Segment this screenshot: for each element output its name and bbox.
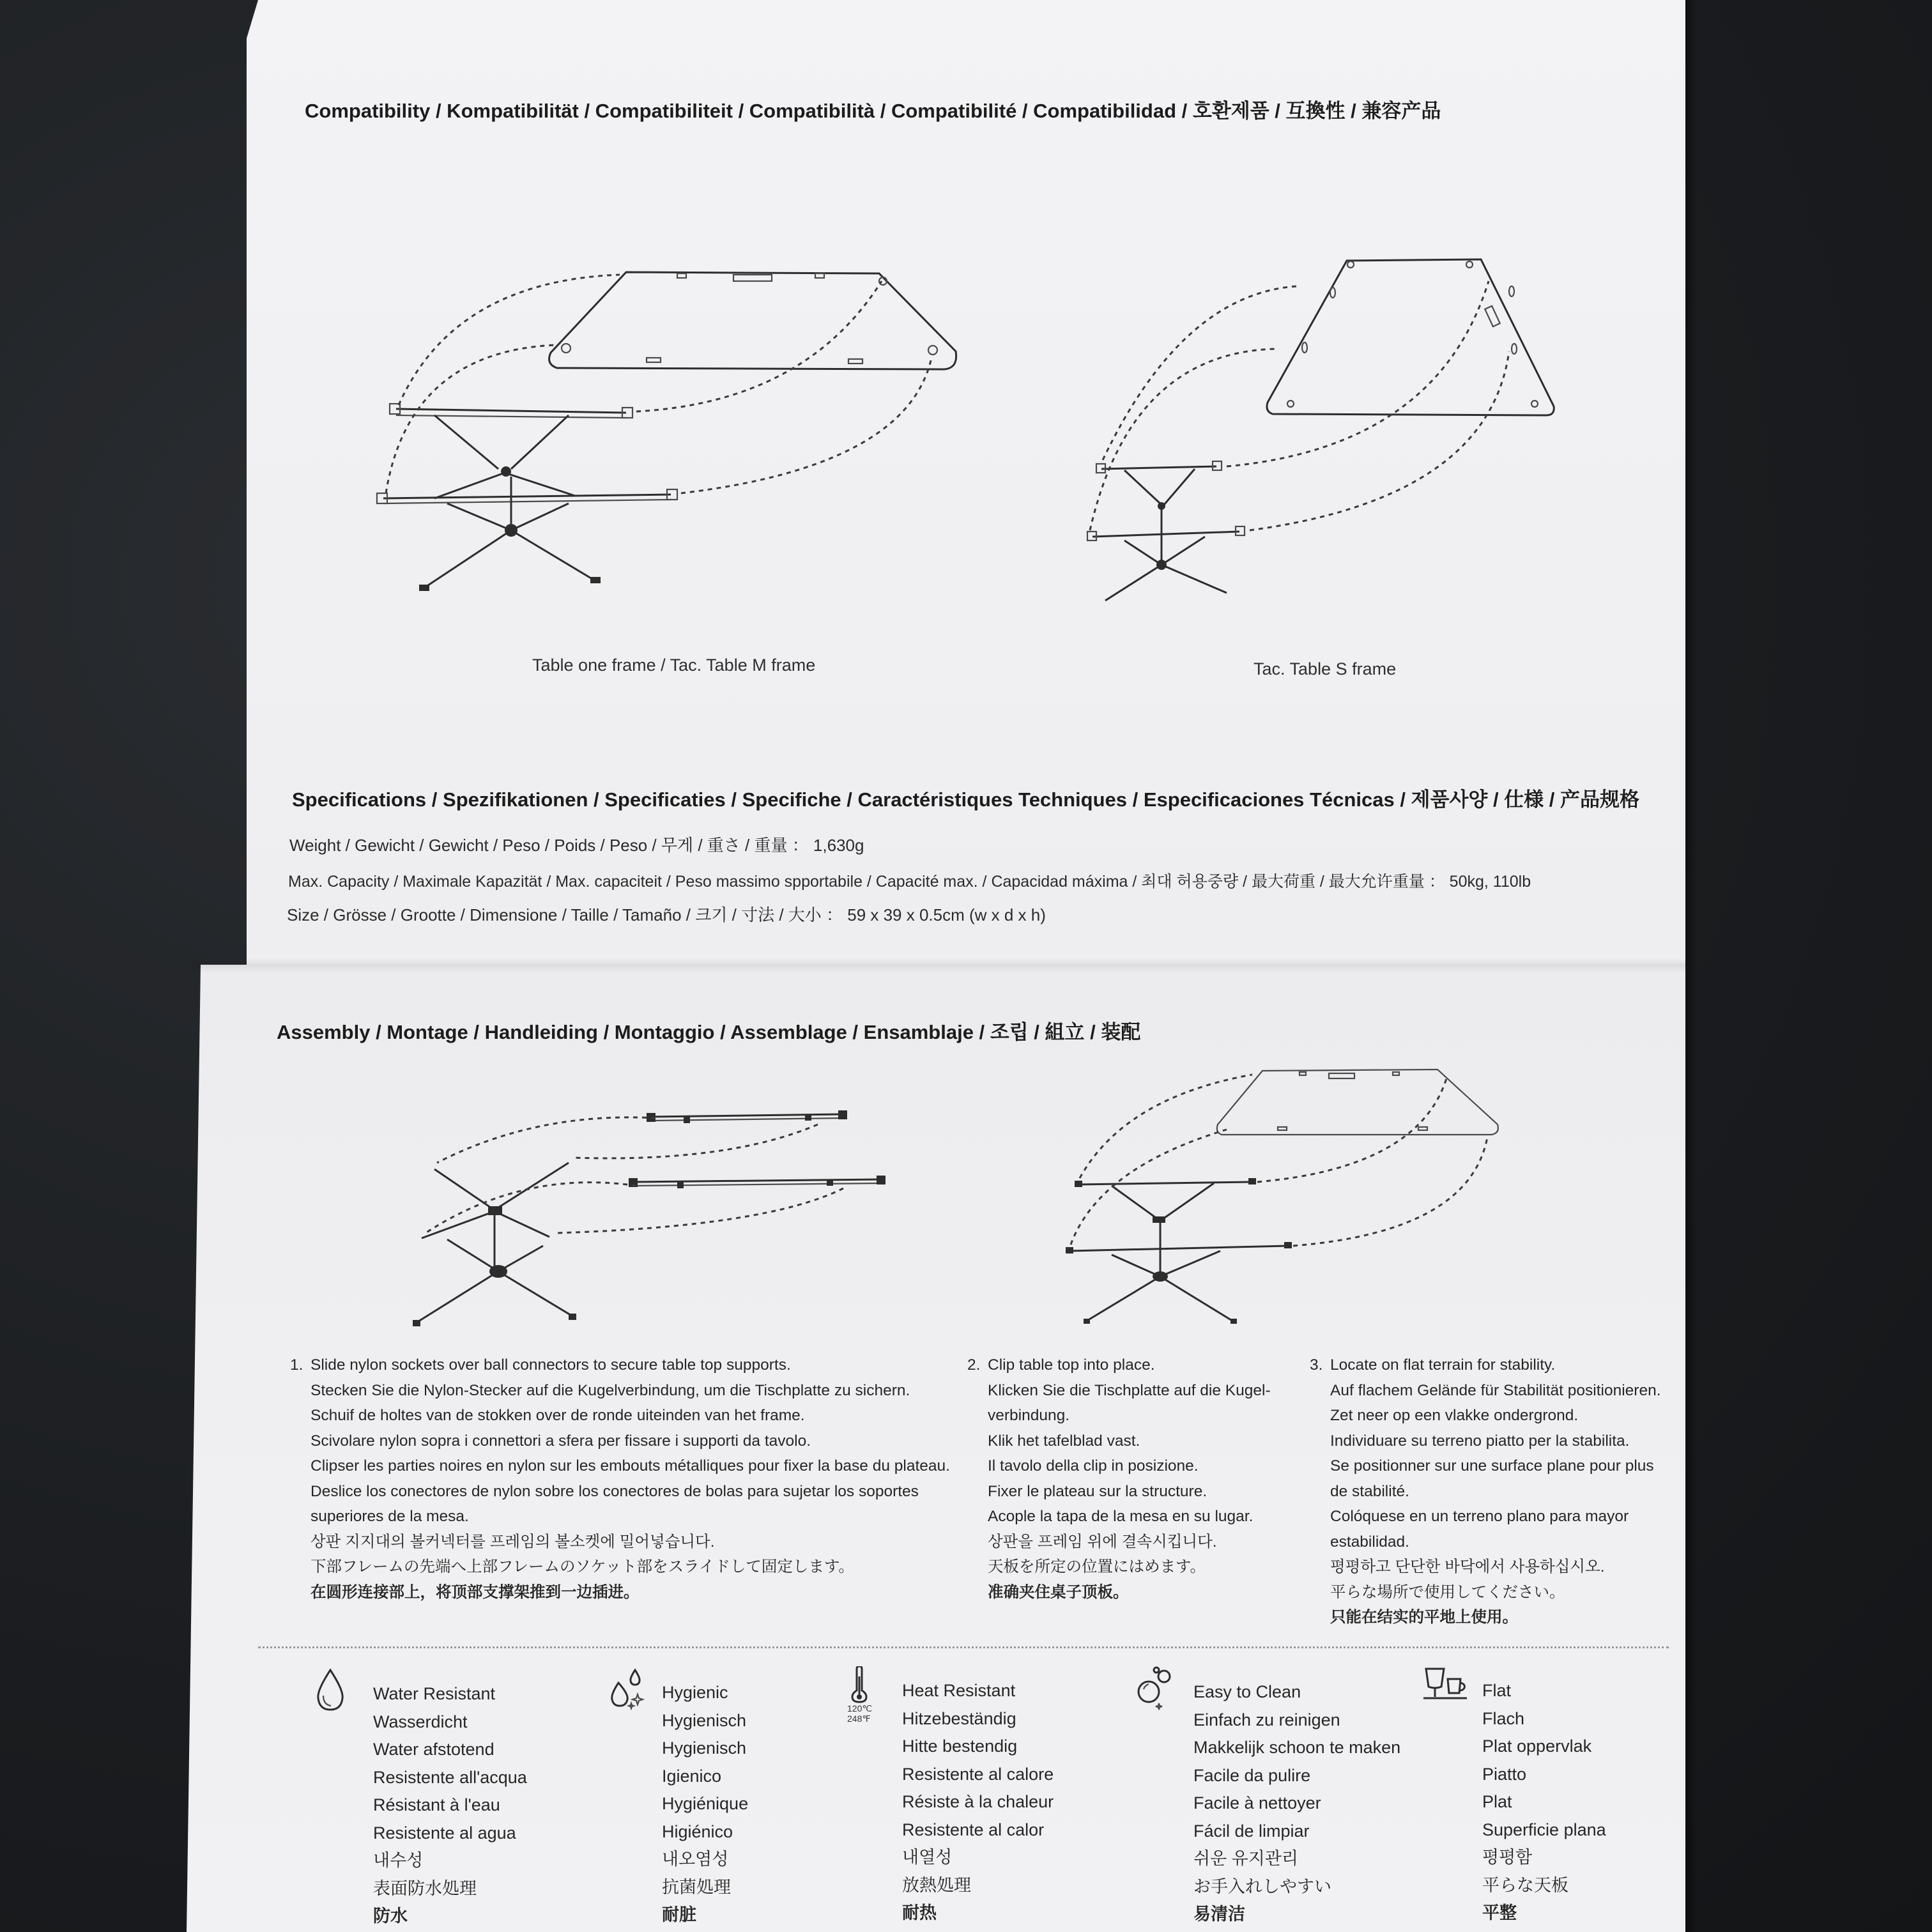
feature-line: 易清洁 xyxy=(1193,1905,1245,1924)
step-2-line: Klicken Sie die Tischplatte auf die Kugel- xyxy=(988,1381,1271,1399)
spec-weight: Weight / Gewicht / Gewicht / Peso / Poids / Peso / 무게 / 重さ / 重量 ： 1,630g xyxy=(289,836,864,855)
bubbles-clean-icon xyxy=(1135,1666,1174,1711)
feature-line: Plat xyxy=(1482,1792,1512,1811)
assembly-step-3 xyxy=(1310,1353,1661,1630)
step-3-number: 3. xyxy=(1310,1356,1323,1374)
feature-line: Hygienisch xyxy=(662,1710,747,1730)
feature-line: Water afstotend xyxy=(373,1740,494,1759)
assembly-step-2 xyxy=(967,1353,1271,1605)
feature-line: 내열성 xyxy=(902,1848,953,1867)
feature-hygienic xyxy=(662,1679,748,1929)
step-2-line: Clip table top into place. xyxy=(988,1356,1155,1374)
feature-line: 平らな天板 xyxy=(1482,1875,1568,1895)
feature-water-resistant xyxy=(373,1680,527,1931)
feature-line: 내오염성 xyxy=(662,1850,729,1869)
feature-line: 耐脏 xyxy=(662,1905,696,1924)
step-1-line: Deslice los conectores de nylon sobre los conectores de bolas para sujetar los soportes xyxy=(310,1482,919,1500)
step-3-line: 平らな場所で使用してください。 xyxy=(1330,1583,1565,1601)
feature-line: Résistant à l'eau xyxy=(373,1795,500,1814)
feature-line: Fácil de limpiar xyxy=(1193,1821,1310,1841)
feature-line: Flat xyxy=(1482,1681,1512,1700)
section-divider xyxy=(258,1646,1669,1648)
step-1-line: 상판 지지대의 볼커넥터를 프레임의 볼소켓에 밀어넣습니다. xyxy=(310,1533,715,1551)
assembly-step-1 xyxy=(290,1353,950,1605)
feature-line: Heat Resistant xyxy=(902,1681,1016,1700)
feature-line: Facile à nettoyer xyxy=(1193,1793,1321,1813)
step-2-line: 상판을 프레임 위에 결속시킵니다. xyxy=(988,1533,1217,1551)
assembly-step1-diagram xyxy=(409,1099,894,1329)
step-1-number: 1. xyxy=(290,1356,303,1374)
feature-line: Hygienisch xyxy=(662,1738,747,1758)
step-3-line: Individuare su terreno piatto per la stabilita. xyxy=(1330,1432,1630,1450)
feature-line: 平整 xyxy=(1482,1903,1517,1922)
step-1-line: Scivolare nylon sopra i connettori a sfera per fissare i supporti da tavolo. xyxy=(310,1432,811,1450)
step-1-line: 在圆形连接部上，将顶部支撑架推到一边插进。 xyxy=(310,1583,640,1601)
feature-line: Resistente al calor xyxy=(902,1820,1045,1839)
thermometer-icon xyxy=(850,1666,869,1703)
feature-heat-resistant xyxy=(902,1677,1054,1928)
step-3-line: Zet neer op een vlakke ondergrond. xyxy=(1330,1407,1579,1424)
feature-line: Igienico xyxy=(662,1766,722,1786)
step-3-line: Locate on flat terrain for stability. xyxy=(1330,1356,1556,1374)
table-s-frame-diagram xyxy=(1080,256,1572,613)
feature-line: Easy to Clean xyxy=(1193,1682,1301,1701)
step-3-line: de stabilité. xyxy=(1330,1482,1409,1500)
caption-table-s-frame: Tac. Table S frame xyxy=(1254,659,1397,678)
step-1-line: superiores de la mesa. xyxy=(310,1508,469,1525)
feature-line: Résiste à la chaleur xyxy=(902,1792,1054,1811)
assembly-step2-diagram xyxy=(1061,1066,1508,1334)
table-m-frame-diagram xyxy=(358,256,971,613)
spec-max-capacity: Max. Capacity / Maximale Kapazität / Max. capaciteit / Peso massimo spportabile / Capacité max. / Capacidad máxima / 최대 허용중량 / 最大荷重 / 最大允许重量 ： 50kg, 110lb xyxy=(288,873,1531,891)
step-1-line: 下部フレームの先端へ上部フレームのソケット部をスライドして固定します。 xyxy=(310,1558,854,1575)
feature-line: 평평함 xyxy=(1482,1848,1533,1867)
step-2-line: Fixer le plateau sur la structure. xyxy=(988,1482,1208,1500)
feature-line: Piatto xyxy=(1482,1764,1527,1784)
feature-line: Einfach zu reinigen xyxy=(1193,1710,1340,1729)
feature-line: Hitzebeständig xyxy=(902,1708,1016,1728)
step-2-line: Acople la tapa de la mesa en su lugar. xyxy=(988,1508,1254,1525)
assembly-heading: Assembly / Montage / Handleiding / Montaggio / Assemblage / Ensamblaje / 조립 / 組立 / 装配 xyxy=(277,1021,1141,1043)
step-2-line: verbindung. xyxy=(988,1407,1070,1424)
step-3-line: Colóquese en un terreno plano para mayor xyxy=(1330,1508,1629,1525)
feature-line: Hygiénique xyxy=(662,1794,749,1813)
feature-line: お手入れしやすい xyxy=(1193,1876,1331,1896)
heat-icon-label-fahrenheit: 248℉ xyxy=(847,1713,871,1724)
feature-line: Resistente all'acqua xyxy=(373,1767,527,1787)
feature-line: 抗菌処理 xyxy=(662,1877,731,1897)
step-3-line: Se positionner sur une surface plane pour plus xyxy=(1330,1457,1654,1475)
feature-line: Higiénico xyxy=(662,1821,733,1841)
paper-edge-shadow xyxy=(1685,0,1697,1932)
feature-line: 防水 xyxy=(373,1906,408,1926)
step-3-line: Auf flachem Gelände für Stabilität positionieren. xyxy=(1330,1381,1661,1399)
feature-line: Wasserdicht xyxy=(373,1712,468,1731)
step-2-line: Il tavolo della clip in posizione. xyxy=(988,1457,1199,1475)
hygienic-sparkle-icon xyxy=(604,1666,649,1711)
feature-easy-to-clean xyxy=(1193,1678,1400,1929)
spec-size: Size / Grösse / Grootte / Dimensione / Taille / Tamaño / 크기 / 寸法 / 大小 ： 59 x 39 x 0.5cm (w x d x h) xyxy=(287,905,1046,924)
step-1-line: Schuif de holtes van de stokken over de ronde uiteinden van het frame. xyxy=(310,1407,805,1424)
feature-line: Hitte bestendig xyxy=(902,1736,1018,1756)
feature-line: 耐热 xyxy=(902,1903,937,1922)
feature-line: Plat oppervlak xyxy=(1482,1736,1592,1756)
feature-line: Facile da pulire xyxy=(1193,1765,1311,1785)
step-2-number: 2. xyxy=(967,1356,981,1374)
step-2-line: 天板を所定の位置にはめます。 xyxy=(988,1558,1206,1575)
heat-icon-label-celsius: 120℃ xyxy=(847,1703,873,1713)
feature-line: Resistente al agua xyxy=(373,1823,516,1843)
step-3-line: 只能在结实的平地上使用。 xyxy=(1330,1609,1518,1626)
feature-line: 쉬운 유지관리 xyxy=(1193,1849,1298,1868)
feature-line: 放熱処理 xyxy=(902,1875,971,1895)
step-1-line: Clipser les parties noires en nylon sur les embouts métalliques pour fixer la base du plateau. xyxy=(310,1457,950,1475)
feature-line: Water Resistant xyxy=(373,1684,496,1703)
feature-line: Superficie plana xyxy=(1482,1820,1606,1839)
step-1-line: Stecken Sie die Nylon-Stecker auf die Kugelverbindung, um die Tischplatte zu sichern. xyxy=(310,1381,910,1399)
water-drop-icon xyxy=(314,1667,346,1712)
step-3-line: estabilidad. xyxy=(1330,1533,1409,1551)
feature-line: Makkelijk schoon te maken xyxy=(1193,1738,1401,1757)
feature-line: 내수성 xyxy=(373,1851,424,1870)
feature-line: 表面防水処理 xyxy=(373,1878,477,1898)
compatibility-heading: Compatibility / Kompatibilität / Compatibiliteit / Compatibilità / Compatibilité / Compatibilidad / 호환제품 / 互換性 / 兼容产品 xyxy=(305,100,1441,122)
feature-line: Flach xyxy=(1482,1708,1525,1728)
feature-flat xyxy=(1482,1677,1606,1928)
step-1-line: Slide nylon sockets over ball connectors to secure table top supports. xyxy=(310,1356,791,1374)
feature-line: Hygienic xyxy=(662,1683,728,1702)
caption-table-m-frame: Table one frame / Tac. Table M frame xyxy=(532,656,816,675)
specifications-heading: Specifications / Spezifikationen / Specificaties / Specifiche / Caractéristiques Techniques / Especificaciones Técnicas / 제품사양 / 仕様 / 产品规格 xyxy=(292,788,1640,811)
flat-cups-icon xyxy=(1422,1665,1468,1703)
step-2-line: Klik het tafelblad vast. xyxy=(988,1432,1140,1450)
step-2-line: 准确夹住桌子顶板。 xyxy=(988,1583,1129,1601)
feature-line: Resistente al calore xyxy=(902,1764,1054,1784)
step-3-line: 평평하고 단단한 바닥에서 사용하십시오. xyxy=(1330,1558,1605,1575)
fold-crease xyxy=(192,958,1687,972)
